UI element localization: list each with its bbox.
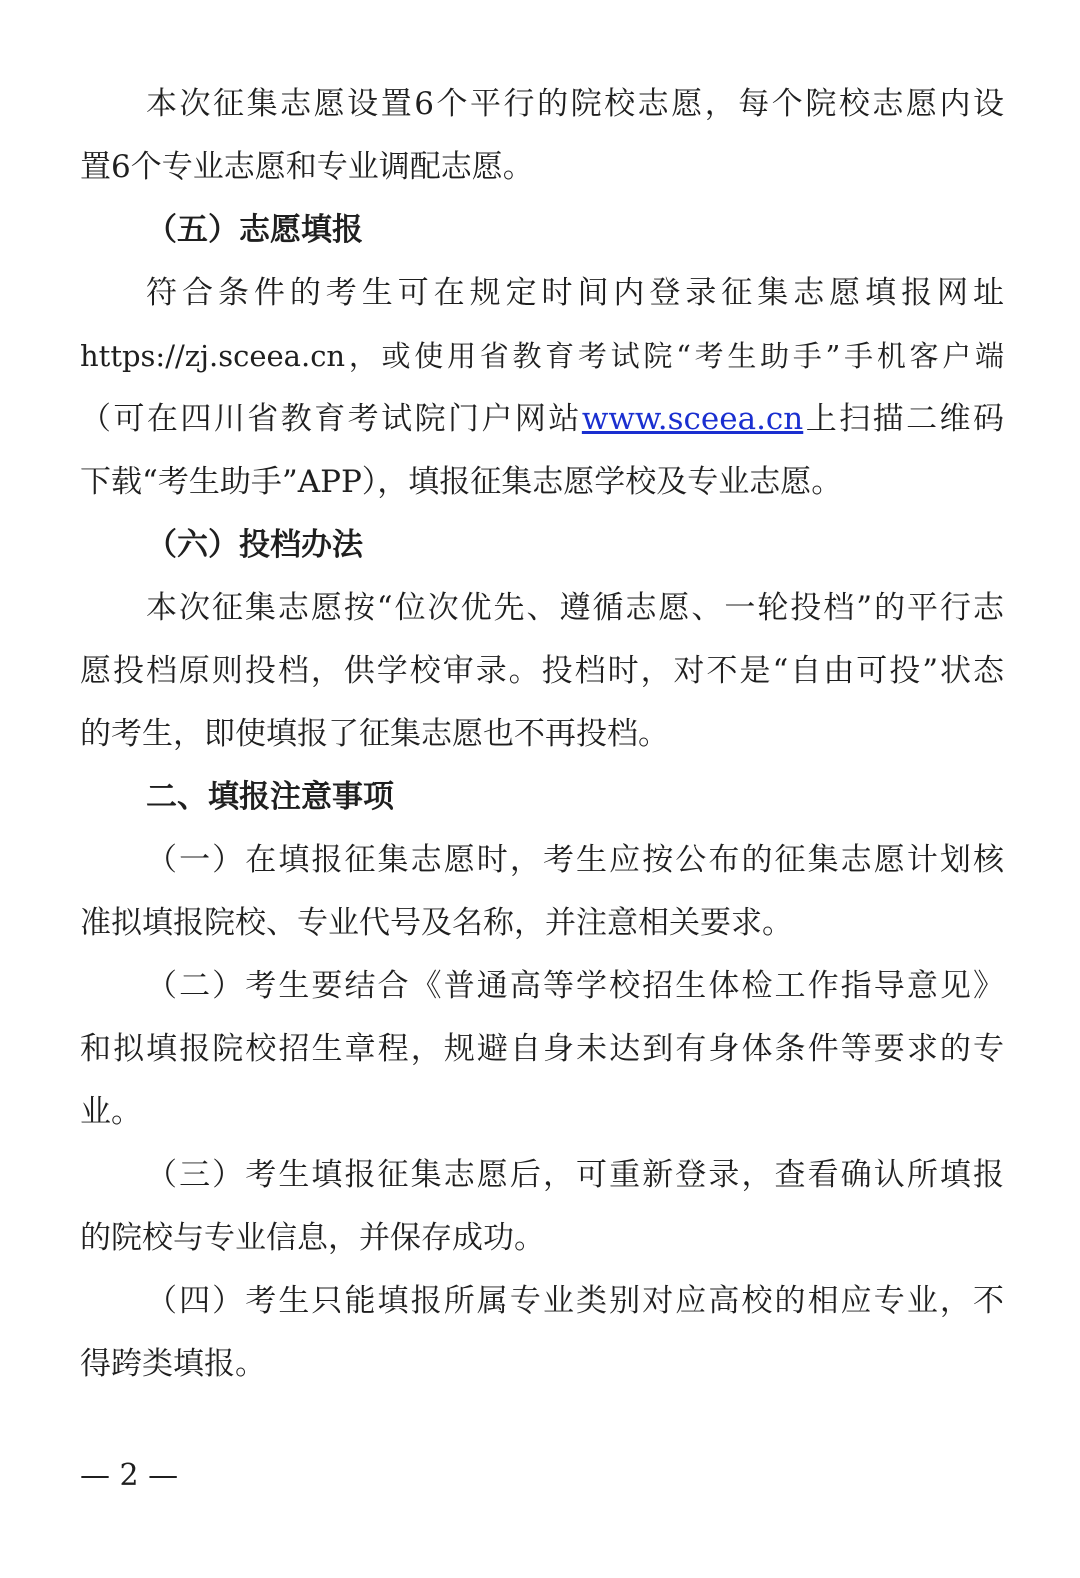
- section-5-line-4: 下载“考生助手”APP），填报征集志愿学校及专业志愿。: [80, 464, 843, 500]
- item-1-line-1: （一）在填报征集志愿时，考生应按公布的征集志愿计划核: [146, 842, 1004, 878]
- intro-line-1: 本次征集志愿设置6个平行的院校志愿，每个院校志愿内设: [146, 86, 1004, 122]
- portal-website-link[interactable]: www.sceea.cn: [581, 401, 804, 437]
- section-5-line-3-before: （可在四川省教育考试院门户网站: [80, 401, 582, 437]
- item-4-line-2: 得跨类填报。: [80, 1346, 266, 1382]
- item-2-line-1: （二）考生要结合《普通高等学校招生体检工作指导意见》: [146, 968, 1004, 1004]
- section-5-line-3: [80, 399, 1004, 439]
- section-6-line-2: 愿投档原则投档，供学校审录。投档时，对不是“自由可投”状态: [80, 653, 1004, 689]
- item-2-line-3: 业。: [80, 1094, 142, 1130]
- item-3-line-2: 的院校与专业信息，并保存成功。: [80, 1220, 545, 1256]
- part-2-heading: 二、填报注意事项: [146, 779, 394, 815]
- item-1-line-2: 准拟填报院校、专业代号及名称，并注意相关要求。: [80, 905, 793, 941]
- item-2-line-2: 和拟填报院校招生章程，规避自身未达到有身体条件等要求的专: [80, 1031, 1004, 1067]
- item-4-line-1: （四）考生只能填报所属专业类别对应高校的相应专业，不: [146, 1283, 1004, 1319]
- section-6-line-1: 本次征集志愿按“位次优先、遵循志愿、一轮投档”的平行志: [146, 590, 1004, 626]
- section-5-heading: （五）志愿填报: [146, 212, 363, 248]
- page-number: — 2 —: [80, 1458, 179, 1493]
- section-5-line-3-after: 上扫描二维码: [803, 401, 1005, 437]
- intro-line-2: 置6个专业志愿和专业调配志愿。: [80, 149, 534, 185]
- section-6-heading: （六）投档办法: [146, 527, 363, 563]
- item-3-line-1: （三）考生填报征集志愿后，可重新登录，查看确认所填报: [146, 1157, 1004, 1193]
- section-6-line-3: 的考生，即使填报了征集志愿也不再投档。: [80, 716, 669, 752]
- section-5-line-2: https://zj.sceea.cn，或使用省教育考试院“考生助手”手机客户端: [80, 339, 1004, 373]
- section-5-line-1: 符合条件的考生可在规定时间内登录征集志愿填报网址: [146, 275, 1004, 311]
